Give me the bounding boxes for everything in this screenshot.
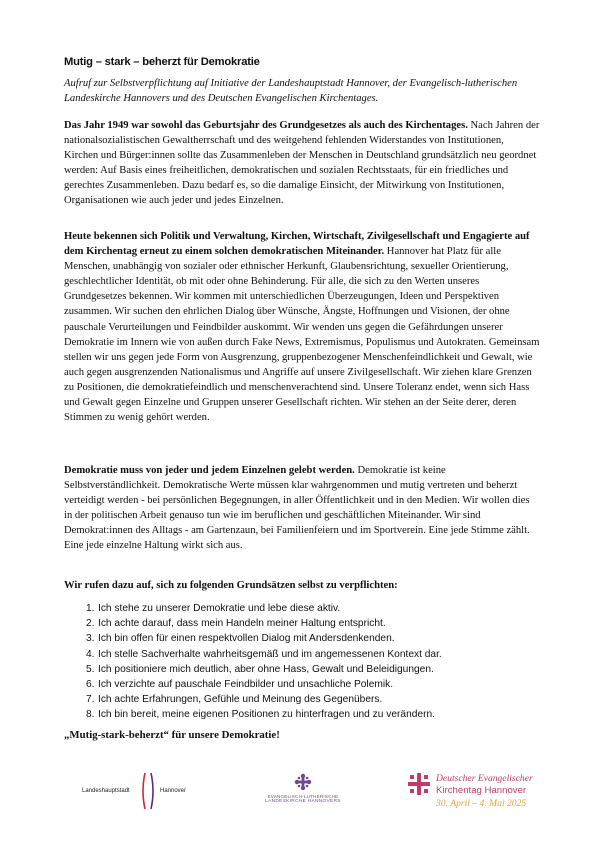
list-item-number: 1.	[86, 603, 95, 614]
list-item	[64, 631, 540, 646]
list-item-text: Ich bin bereit, meine eigenen Positionen zu hinterfragen und zu verändern.	[98, 709, 435, 721]
list-item	[64, 601, 540, 616]
call-to-action-text: Wir rufen dazu auf, sich zu folgenden Grundsätzen selbst zu verpflichten:	[64, 580, 398, 591]
list-item-number: 2.	[86, 618, 95, 630]
paragraph-2-body: Hannover hat Platz für alle Menschen, unabhängig von sozialer oder ethnischer Herkunft, Glaubensrichtung, sexueller Orientierung, geschlechtlicher Identität, ob mit oder ohne Behinderung. Für alle, die sich zu den Werten unseres Grundgesetzes bekennen. Wir kommen mit unterschiedlichen Überzeugungen, Ideen und Perspektiven zusammen. Wir suchen den ehrlichen Dialog über Wünsche, Ängste, Hoffnungen und Visionen, der ohne pauschale Verurteilungen und Feindbilder auskommt. Wir wenden uns gegen die Gefährdungen unserer Demokratie im Innern wie von außen durch Fake News, Extremismus, Populismus und Autokraten. Gemeinsam stellen wir uns gegen jede Form von Ausgrenzung, gruppenbezogener Menschenfeindlichkeit und Gewalt, wie auch gegen ausgrenzenden Nationalismus und Angriffe auf unsere Zivilgesellschaft. Wir ziehen klare Grenzen zu Positionen, die demokratiefeindlich und menschenverachtend sind. Unsere Toleranz endet, wenn sich Hass und Gewalt gegen Einzelne und Gruppen unserer Gesellschaft richten. Wir stehen an der Seite derer, deren Stimmen zu wenig gehört werden.	[64, 246, 540, 424]
paragraph-1-lead: Das Jahr 1949 war sowohl das Geburtsjahr des Grundgesetzes als auch des Kirchentages.	[64, 120, 468, 131]
paragraph-3-body: Demokratie ist keine Selbstverständlichkeit. Demokratische Werte müssen klar wahrgenommen und mutig vertreten und beherzt verteidigt werden - bei persönlichen Begegnungen, in aller Öffentlichkeit und in den Medien. Wir wollen dies in der politischen Arbeit genauso tun wie im beruflichen und geschäftlichen Miteinander. Wir sind Demokrat:innen des Alltags - am Gartenzaun, bei Familienfeiern und im Sportverein. Eine jede Stimme zählt. Eine jede einzelne Haltung wirkt sich aus.	[64, 465, 530, 552]
list-item-text: Ich bin offen für einen respektvollen Dialog mit Andersdenkenden.	[98, 633, 395, 645]
list-item-text: Ich positioniere mich deutlich, aber ohne Hass, Gewalt und Beleidigungen.	[98, 663, 434, 675]
list-item-text: Ich stelle Sachverhalte wahrheitsgemäß und im angemessenen Kontext dar.	[98, 648, 442, 660]
kirchentag-line1: Deutscher Evangelischer	[436, 773, 533, 784]
landeskirche-logo	[248, 772, 358, 808]
list-item	[64, 647, 540, 662]
paragraph-2-lead: Heute bekennen sich Politik und Verwaltung, Kirchen, Wirtschaft, Zivilgesellschaft und Engagierte auf dem Kirchentag erneut zu einem solchen demokratischen Miteinander.	[64, 231, 530, 258]
closing-statement: „Mutig-stark-beherzt“ für unsere Demokratie!	[64, 729, 280, 741]
list-item-number: 4.	[86, 648, 95, 660]
principles-list	[64, 601, 540, 723]
list-item	[64, 707, 540, 722]
intro-text: Aufruf zur Selbstverpflichtung auf Initiative der Landeshauptstadt Hannover, der Evangelisch-lutherischen Landeskirche Hannovers und des Deutschen Evangelischen Kirchentages.	[64, 78, 518, 104]
list-item-number: 8.	[86, 709, 95, 721]
paragraph-1-body: Nach Jahren der nationalsozialistischen Gewaltherrschaft und des weitgehend fehlenden Widerstandes von Institutionen, Kirchen und Bürger:innen sollte das Zusammenleben der Menschen in Deutschland grundsätzlich neu geordnet werden: Auf Basis eines freiheitlichen, demokratischen und sozialen Rechtsstaats, für ein friedliches und gerechtes Zusammenleben. Dazu bedarf es, so die damalige Einsicht, der Mitwirkung von Institutionen, Organisationen wie auch jeder und jedes Einzelnen.	[64, 120, 540, 207]
list-item	[64, 662, 540, 677]
kirchentag-cross-icon	[408, 773, 430, 795]
church-logo-line1: EVANGELISCH-LUTHERISCHE	[267, 794, 339, 799]
church-logo-line2: LANDESKIRCHE HANNOVERS	[265, 799, 341, 804]
list-item	[64, 677, 540, 692]
city-logo-left-text: Landeshauptstadt	[82, 788, 130, 794]
call-to-action	[64, 578, 540, 593]
kirchentag-date: 30. April – 4. Mai 2025	[436, 798, 527, 809]
list-item-number: 6.	[86, 679, 95, 691]
list-item-number: 5.	[86, 663, 95, 675]
list-item-text: Ich stehe zu unserer Demokratie und lebe diese aktiv.	[98, 603, 341, 614]
paragraph-3	[64, 463, 540, 554]
paragraph-2	[64, 229, 540, 425]
list-item-text: Ich verzichte auf pauschale Feindbilder und unsachliche Polemik.	[98, 679, 394, 691]
page-title: Mutig – stark – beherzt für Demokratie	[64, 56, 260, 68]
list-item-text: Ich achte darauf, dass mein Handeln meiner Haltung entspricht.	[98, 618, 386, 630]
paragraph-1	[64, 118, 540, 209]
list-item-number: 3.	[86, 633, 95, 645]
list-item-number: 7.	[86, 694, 95, 706]
list-item-text: Ich achte Erfahrungen, Gefühle und Meinung des Gegenübers.	[98, 694, 383, 706]
kirchentag-logo	[408, 773, 548, 823]
city-logo-mark-icon	[140, 772, 156, 810]
cross-icon	[293, 772, 313, 792]
list-item	[64, 616, 540, 631]
list-item	[64, 692, 540, 707]
city-logo-right-text: Hannover	[160, 788, 187, 794]
kirchentag-line2: Kirchentag Hannover	[436, 785, 527, 796]
paragraph-3-lead: Demokratie muss von jeder und jedem Einzelnen gelebt werden.	[64, 465, 355, 476]
city-hannover-logo	[82, 772, 242, 810]
